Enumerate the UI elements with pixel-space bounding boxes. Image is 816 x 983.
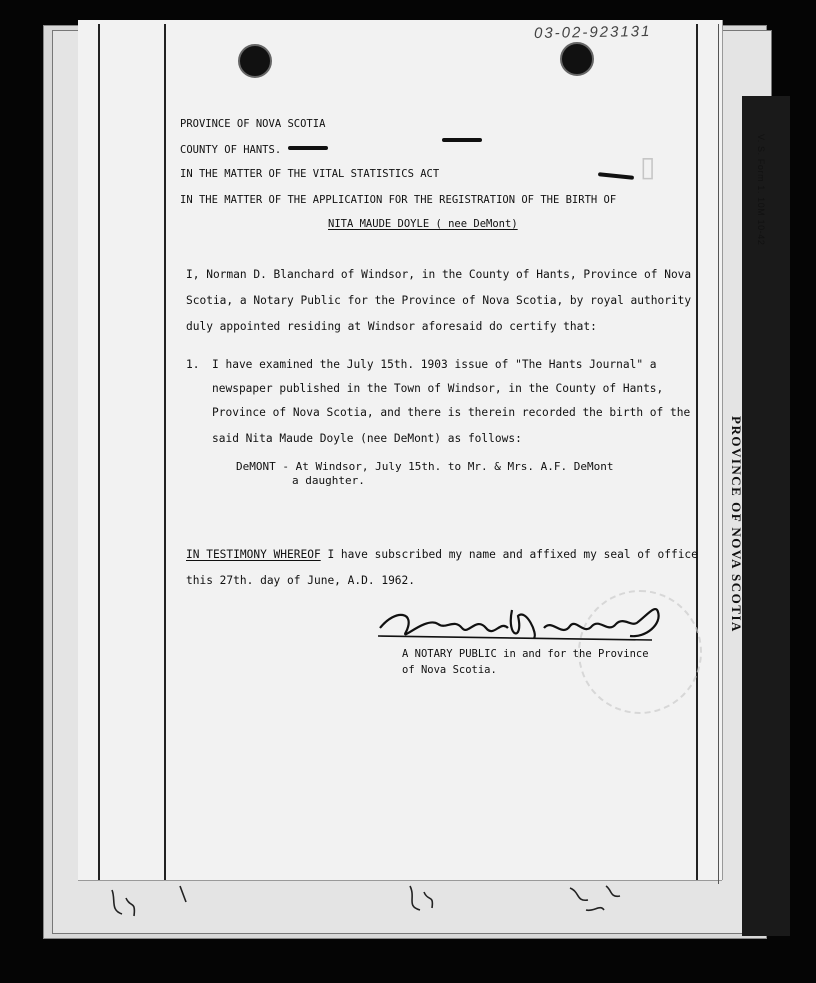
intro-line: I, Norman D. Blanchard of Windsor, in the County of Hants, Province of Nova: [186, 268, 692, 281]
form-code: V. S. Form 1. 10M 10-42: [756, 134, 766, 246]
reference-number: 03-02-923131: [533, 22, 652, 43]
margin-rule-right: [696, 24, 698, 880]
punch-hole-left: [238, 44, 272, 78]
testimony-heading: IN TESTIMONY WHEREOF: [186, 548, 321, 561]
item-line: newspaper published in the Town of Windsor, in the County of Hants,: [212, 382, 664, 395]
intro-line: duly appointed residing at Windsor aforesaid do certify that:: [186, 320, 597, 333]
matter-act-line: IN THE MATTER OF THE VITAL STATISTICS ACT: [180, 168, 440, 180]
certificate-sheet: [78, 20, 722, 880]
side-title: PROVINCE OF NOVA SCOTIA: [729, 416, 744, 633]
item-line: said Nita Maude Doyle (nee DeMont) as follows:: [212, 432, 522, 445]
subject-name: NITA MAUDE DOYLE ( nee DeMont): [328, 218, 518, 230]
ghost-mark-right: ▯: [640, 152, 656, 183]
binder-strip: [742, 96, 790, 936]
item-line: I have examined the July 15th. 1903 issue of "The Hants Journal" a: [212, 358, 657, 371]
signature-caption: A NOTARY PUBLIC in and for the Province: [402, 648, 649, 660]
testimony-line: [186, 548, 698, 561]
notary-signature: [376, 598, 666, 654]
item-line: Province of Nova Scotia, and there is therein recorded the birth of the: [212, 406, 691, 419]
province-line: PROVINCE OF NOVA SCOTIA: [180, 118, 326, 130]
testimony-date-line: this 27th. day of June, A.D. 1962.: [186, 574, 416, 587]
testimony-text: I have subscribed my name and affixed my seal of office: [320, 548, 698, 561]
quote-line: DeMONT - At Windsor, July 15th. to Mr. & Mrs. A.F. DeMont: [236, 460, 614, 473]
underlying-handwriting: [100, 880, 720, 930]
item-number: 1.: [186, 358, 200, 371]
sheet-edge-right: [718, 24, 719, 884]
quote-line: a daughter.: [292, 474, 365, 487]
margin-rule-left: [98, 24, 100, 880]
dash-mark: [288, 146, 328, 150]
margin-rule-inner: [164, 24, 166, 880]
dash-mark: [442, 138, 482, 142]
matter-application-line: IN THE MATTER OF THE APPLICATION FOR THE REGISTRATION OF THE BIRTH OF: [180, 194, 617, 206]
signature-caption: of Nova Scotia.: [402, 664, 497, 676]
county-line: COUNTY OF HANTS.: [180, 144, 282, 156]
punch-hole-right: [560, 42, 594, 76]
intro-line: Scotia, a Notary Public for the Province of Nova Scotia, by royal authority: [186, 294, 692, 307]
